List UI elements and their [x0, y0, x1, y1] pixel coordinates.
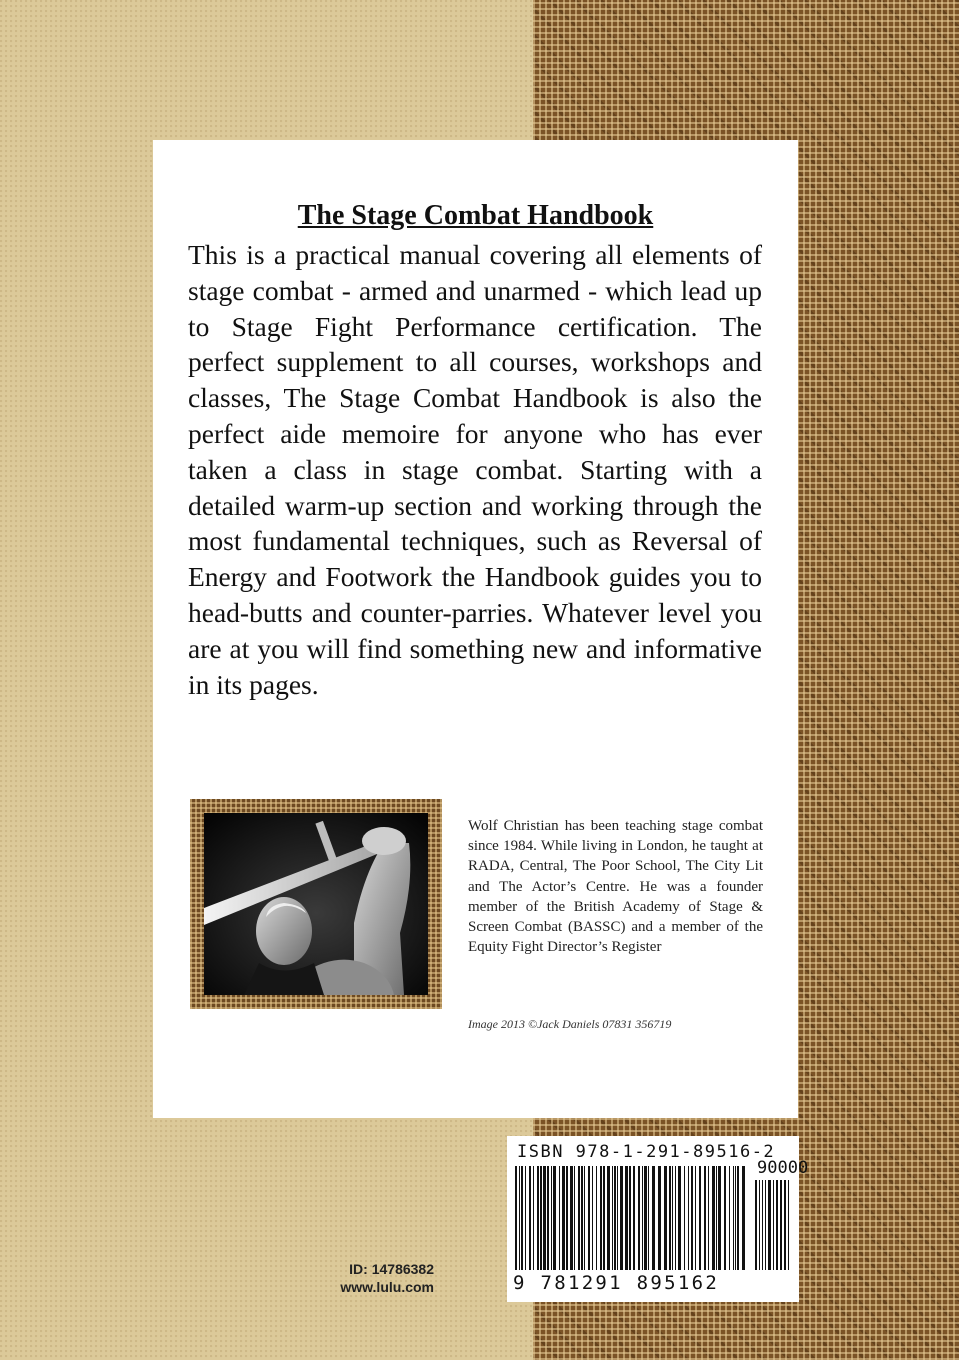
author-photo-frame [190, 799, 442, 1009]
book-title: The Stage Combat Handbook [297, 200, 654, 231]
photo-credit: Image 2013 ©Jack Daniels 07831 356719 [468, 1017, 672, 1031]
price-code: 90000 [757, 1158, 809, 1178]
isbn-barcode-block [507, 1136, 809, 1302]
publisher-website: www.lulu.com [340, 1279, 434, 1295]
publisher-id: ID: 14786382 [349, 1261, 434, 1277]
isbn-label: ISBN 978-1-291-89516-2 [517, 1142, 776, 1162]
barcode-bars [515, 1166, 791, 1272]
book-blurb: This is a practical manual covering all elements of stage combat - armed and unarmed - which lead up to Stage Fight Performance certification. The perfect supplement to all courses, workshops and classes, The Stage Combat Handbook is also the perfect aide memoire for anyone who has ever taken a class in stage combat. Starting with a detailed warm-up section and working through the most fundamental techniques, such as Reversal of Energy and Footwork the Handbook guides you to head-butts and counter-parries. Whatever level you are at you will find something new and informative in its pages. [188, 239, 762, 700]
back-cover-panel [153, 140, 798, 1118]
publisher-info [340, 1260, 434, 1296]
author-bio: Wolf Christian has been teaching stage combat since 1984. While living in London, he taught at RADA, Central, The Poor School, The City Lit and The Actor’s Centre. He was a founder member of the British Academy of Stage & Screen Combat (BASSC) and a member of the Equity Fight Director’s Register [468, 818, 763, 956]
ean-digits: 9 781291 895162 [513, 1272, 720, 1294]
author-photo [204, 813, 428, 995]
